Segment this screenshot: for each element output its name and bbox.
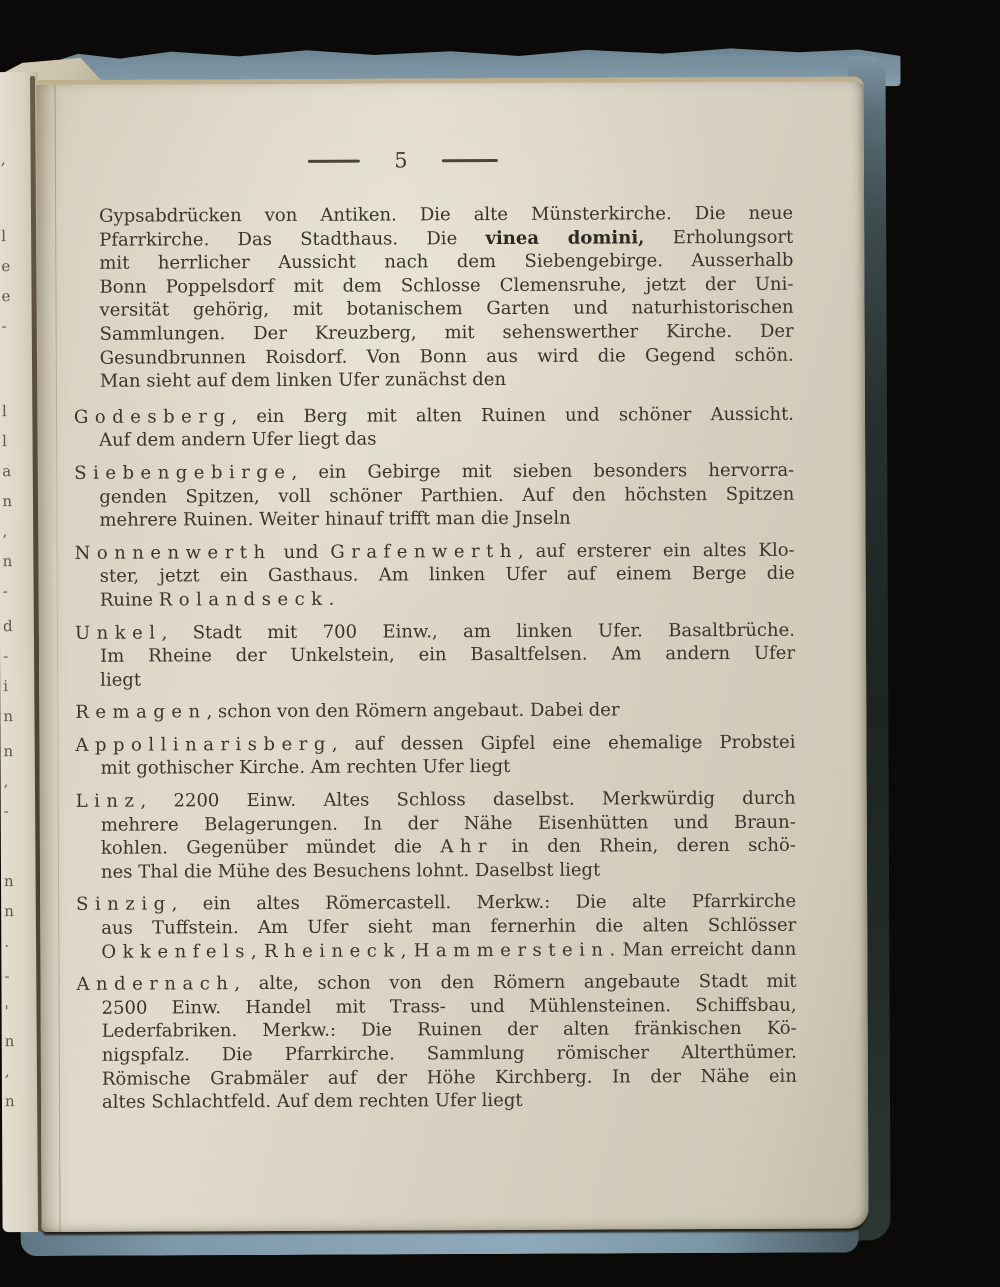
- text-line: [75, 618, 795, 645]
- paragraph-linz: [76, 787, 796, 885]
- text-column: [73, 146, 797, 1115]
- text-segment: , alte, schon von den Römern angebaute Stadt mit: [234, 970, 797, 995]
- text-segment: ,: [400, 940, 414, 962]
- text-segment: Pfarrkirche. Das Stadthaus. Die: [99, 227, 486, 251]
- paragraph-sinzig: [76, 890, 796, 964]
- place-name: Godesberg: [73, 405, 232, 428]
- text-segment: genden Spitzen, voll schöner Parthien. Auf den höchsten Spitzen: [99, 483, 795, 508]
- page-header: [73, 146, 733, 175]
- place-name: Linz: [75, 790, 141, 812]
- text-segment: Lederfabriken. Merkw.: Die Ruinen der alten fränkischen Kö-: [101, 1018, 797, 1043]
- text-segment: ster, jetzt ein Gasthaus. Am linken Ufer auf einem Berge die: [99, 563, 795, 588]
- cut-off-text-fragment: -: [3, 647, 10, 666]
- text-line: [99, 296, 793, 323]
- text-line: [75, 538, 795, 565]
- cut-off-text-fragment: -: [3, 802, 10, 821]
- text-line: [100, 586, 795, 613]
- text-line: [101, 858, 796, 885]
- text-segment: Auf dem andern Ufer liegt das: [99, 428, 377, 452]
- header-rule-left: [308, 159, 360, 162]
- text-segment: nes Thal die Mühe des Besuchens lohnt. Daselbst liegt: [100, 859, 601, 883]
- text-segment: mit gothischer Kirche. Am rechten Ufer liegt: [100, 756, 511, 780]
- text-segment: , ein Berg mit alten Ruinen und schöner Aussicht.: [231, 403, 795, 427]
- text-line: [74, 402, 794, 429]
- place-name: Siebengebirge: [74, 461, 292, 484]
- text-segment: liegt: [100, 669, 142, 691]
- text-segment: Römische Grabmäler auf der Höhe Kirchberg. In der Nähe ein: [101, 1065, 797, 1090]
- cut-off-text-fragment: l: [2, 432, 8, 451]
- text-segment: , Stadt mit 700 Einw., am linken Ufer. Basaltbrüche.: [161, 619, 795, 643]
- text-segment: Im Rheine der Unkelstein, ein Basaltfelsen. Am andern Ufer: [100, 642, 796, 667]
- text-segment: ,: [250, 940, 264, 962]
- text-line: [100, 367, 794, 394]
- text-line: [102, 1017, 797, 1044]
- cut-off-text-fragment: n: [2, 492, 14, 511]
- text-segment: .: [328, 588, 335, 610]
- bold-term: vinea domini,: [485, 226, 645, 249]
- paragraph-intro: [73, 202, 794, 394]
- text-line: [100, 320, 794, 347]
- text-segment: Gesundbrunnen Roisdorf. Von Bonn aus wird die Gegend schön.: [99, 344, 794, 369]
- text-line: [75, 698, 795, 725]
- cut-off-text-fragment: n: [4, 902, 15, 921]
- place-name: Rolandseck: [158, 588, 329, 611]
- text-line: [99, 225, 793, 252]
- cut-off-text-fragment: ,: [2, 522, 9, 541]
- text-line: [101, 914, 796, 941]
- text-segment: Ruine: [99, 589, 159, 611]
- text-line: [99, 426, 794, 453]
- place-name: Sinzig: [76, 893, 172, 916]
- place-name: Appollinarisberg: [75, 733, 332, 756]
- place-name: Nonnenwerth: [74, 541, 272, 564]
- text-segment: Man sieht auf dem linken Ufer zunächst den: [99, 369, 507, 392]
- cut-off-text-fragment: ,: [4, 1062, 11, 1081]
- text-segment: . Man erreicht dann: [609, 938, 797, 961]
- text-line: [76, 890, 796, 917]
- place-name: Rheineck: [263, 940, 401, 962]
- place-name: Remagen: [75, 701, 207, 724]
- place-name: Ahr: [440, 836, 494, 858]
- text-segment: altes Schlachtfeld. Auf dem rechten Ufer liegt: [101, 1090, 523, 1113]
- text-segment: , schon von den Römern angebaut. Dabei der: [206, 699, 620, 723]
- text-segment: aus Tuffstein. Am Ufer sieht man fernerhin die alten Schlösser: [101, 914, 797, 939]
- text-line: [74, 459, 794, 486]
- paragraph-siebengebirge: [74, 459, 794, 533]
- cut-off-text-fragment: n: [3, 707, 15, 726]
- text-line: [100, 343, 794, 370]
- text-segment: 2500 Einw. Handel mit Trass- und Mühlensteinen. Schiffsbau,: [101, 994, 797, 1019]
- text-line: [99, 249, 793, 276]
- paragraph-appollinarisberg: [75, 731, 795, 781]
- place-name: Hammerstein: [413, 939, 610, 962]
- place-name: Andernach: [76, 973, 235, 996]
- paragraph-andernach: [76, 970, 797, 1115]
- text-segment: kohlen. Gegenüber mündet die: [100, 836, 441, 859]
- cut-off-text-fragment: n: [3, 742, 15, 761]
- text-segment: , 2200 Einw. Altes Schloss daselbst. Merkwürdig durch: [140, 787, 796, 812]
- text-line: [99, 506, 794, 533]
- text-line: [99, 482, 794, 509]
- text-segment: mehrere Belagerungen. In der Nähe Eisenhütten und Braun-: [100, 811, 796, 836]
- cut-off-text-fragment: -: [1, 317, 8, 336]
- text-line: [100, 562, 795, 589]
- cut-off-text-fragment: d: [2, 617, 14, 636]
- cut-off-text-fragment: n: [3, 872, 15, 891]
- cut-off-text-fragment: a: [2, 462, 13, 481]
- text-line: [76, 970, 796, 997]
- text-line: [102, 1064, 797, 1091]
- text-segment: in den Rhein, deren schö-: [492, 834, 796, 858]
- cut-off-text-fragment: e: [1, 257, 12, 276]
- text-segment: , ein Gebirge mit sieben besonders hervorra-: [291, 459, 795, 483]
- text-line: [101, 810, 796, 837]
- text-line: [100, 665, 795, 692]
- cut-off-text-fragment: l: [1, 227, 8, 246]
- text-segment: , ein altes Römercastell. Merkw.: Die alte Pfarrkirche: [171, 891, 797, 915]
- cut-off-text-fragment: ,: [3, 772, 10, 791]
- text-segment: mit herrlicher Aussicht nach dem Siebengebirge. Ausserhalb: [99, 249, 794, 274]
- header-rule-right: [442, 159, 498, 162]
- page-number: 5: [394, 147, 408, 172]
- book-page: [37, 76, 869, 1232]
- cut-off-text-fragment: e: [1, 287, 12, 306]
- text-segment: Gypsabdrücken von Antiken. Die alte Münsterkirche. Die neue: [99, 202, 794, 227]
- text-line: [100, 642, 795, 669]
- text-line: [102, 1041, 797, 1068]
- cut-off-text-fragment: i: [3, 677, 10, 696]
- text-segment: und: [271, 541, 331, 563]
- text-line: [75, 731, 795, 758]
- text-line: [76, 787, 796, 814]
- paragraph-unkel: [75, 618, 795, 692]
- cut-off-text-fragment: n: [4, 1092, 16, 1111]
- cut-off-text-fragment: n: [2, 552, 14, 571]
- cut-off-text-fragment: ,: [0, 150, 7, 169]
- text-line: [102, 994, 797, 1021]
- text-line: [99, 202, 793, 229]
- text-line: [101, 937, 796, 964]
- text-line: [101, 834, 796, 861]
- text-segment: mehrere Ruinen. Weiter hinauf trifft man die Jnseln: [99, 507, 571, 531]
- paragraph-nonnenwerth-grafenwerth: [75, 538, 795, 612]
- paragraph-remagen: [75, 698, 795, 725]
- paragraph-godesberg: [74, 402, 794, 452]
- cut-off-text-fragment: -: [4, 967, 11, 986]
- text-segment: versität gehörig, mit botanischem Garten und naturhistorischen: [99, 297, 794, 322]
- cut-off-text-fragment: -: [2, 582, 9, 601]
- text-segment: Erholungsort: [644, 226, 794, 248]
- text-segment: nigspfalz. Die Pfarrkirche. Sammlung römischer Alterthümer.: [101, 1041, 797, 1066]
- text-segment: , auf dessen Gipfel eine ehemalige Probstei: [331, 731, 796, 755]
- text-block: [73, 202, 797, 1115]
- text-segment: Bonn Poppelsdorf mit dem Schlosse Clemensruhe, jetzt der Uni-: [99, 273, 794, 298]
- text-segment: Sammlungen. Der Kreuzberg, mit sehenswerther Kirche. Der: [99, 320, 794, 345]
- text-line: [99, 272, 793, 299]
- cut-off-text-fragment: ': [4, 1002, 10, 1021]
- text-line: [100, 754, 795, 781]
- cut-off-text-fragment: l: [1, 402, 8, 421]
- place-name: Okkenfels: [101, 940, 252, 963]
- place-name: Unkel: [74, 621, 162, 644]
- cut-off-text-fragment: n: [4, 1032, 16, 1051]
- text-segment: , auf ersterer ein altes Klo-: [517, 539, 795, 562]
- cut-off-text-fragment: ·: [4, 937, 11, 956]
- text-line: [102, 1088, 797, 1115]
- place-name: Grafenwerth: [330, 540, 518, 563]
